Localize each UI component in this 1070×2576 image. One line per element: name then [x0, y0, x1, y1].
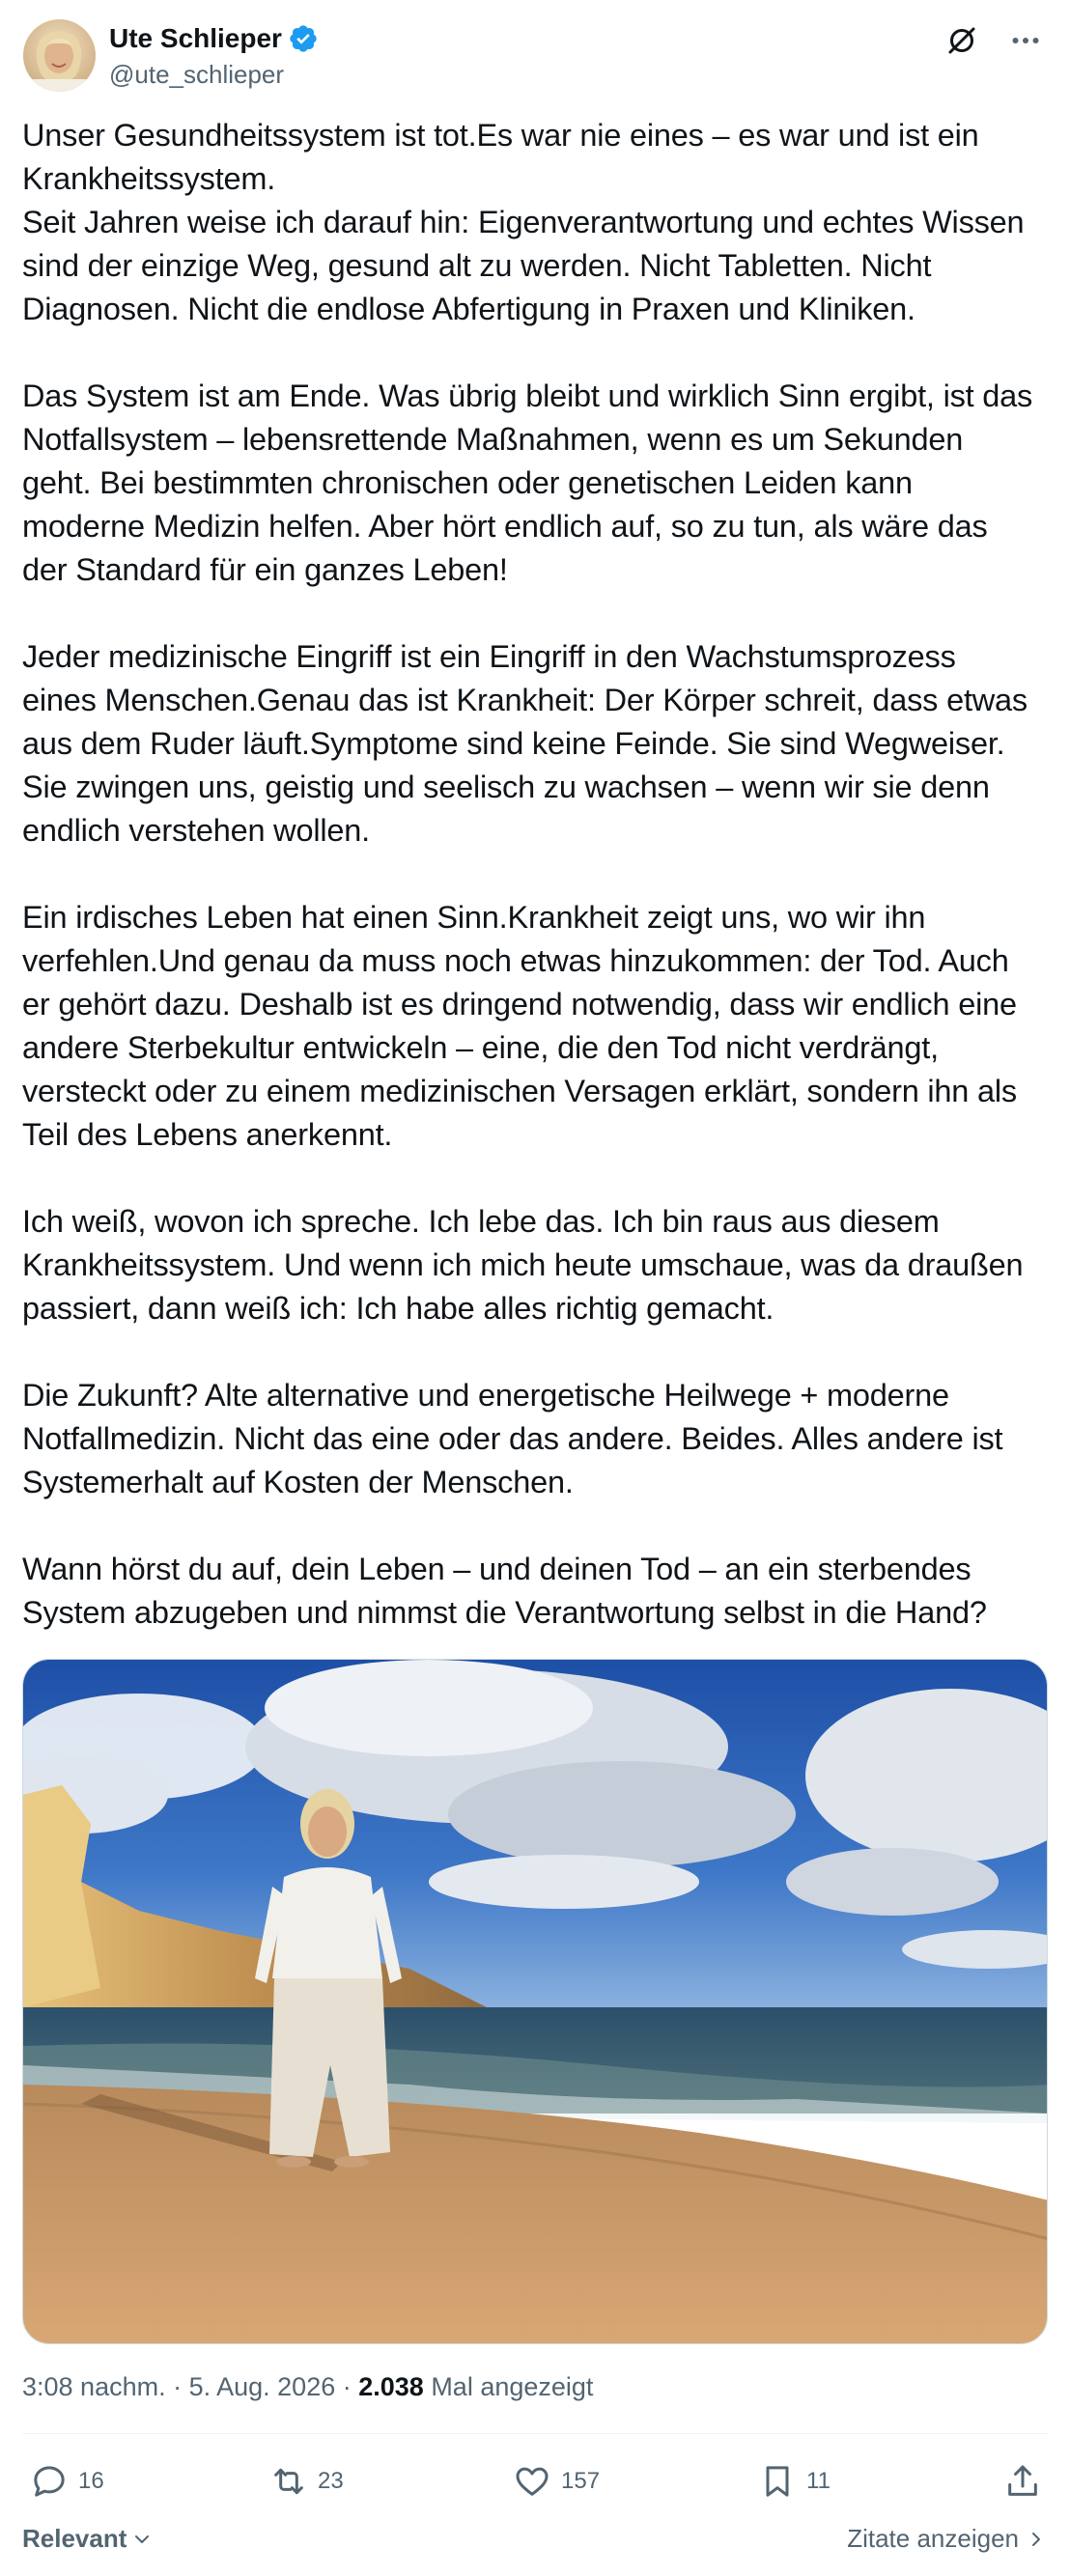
heart-icon: [513, 2462, 551, 2501]
verified-badge-icon: [288, 23, 319, 54]
tweet-text-line: Sie zwingen uns, geistig und seelisch zu wachsen – wenn wir sie denn: [22, 770, 990, 804]
tweet-photo[interactable]: [22, 1659, 1048, 2344]
tweet-header: [23, 19, 1047, 93]
tweet-text-line: aus dem Ruder läuft.Symptome sind keine Feinde. Sie sind Wegweiser.: [22, 726, 1005, 761]
tweet-text-line: Notfallmedizin. Nicht das eine oder das andere. Beides. Alles andere ist: [22, 1421, 1003, 1456]
chevron-right-icon: [1025, 2528, 1048, 2551]
reply-count: 16: [78, 2468, 104, 2494]
repost-count: 23: [318, 2468, 344, 2494]
tweet-text-line: Teil des Lebens anerkennt.: [22, 1117, 393, 1152]
tweet-text-line: moderne Medizin helfen. Aber hört endlich auf, so zu tun, als wäre das: [22, 509, 988, 544]
tweet-date[interactable]: 5. Aug. 2026: [188, 2372, 336, 2401]
tweet-text-line: Systemerhalt auf Kosten der Menschen.: [22, 1465, 574, 1499]
tweet-text-line: andere Sterbekultur entwickeln – eine, die den Tod nicht verdrängt,: [22, 1030, 939, 1065]
like-count: 157: [561, 2468, 601, 2494]
tweet-text-line: Diagnosen. Nicht die endlose Abfertigung in Praxen und Kliniken.: [22, 292, 915, 326]
tweet-text-line: passiert, dann weiß ich: Ich habe alles richtig gemacht.: [22, 1291, 774, 1326]
sort-label: Relevant: [22, 2524, 127, 2553]
tweet-meta: [22, 2372, 593, 2402]
reply-sort-bar: [22, 2520, 1048, 2562]
tweet-text-line: Die Zukunft? Alte alternative und energetische Heilwege + moderne: [22, 1378, 949, 1413]
author-handle[interactable]: @ute_schlieper: [109, 60, 285, 89]
sort-dropdown[interactable]: [22, 2524, 154, 2554]
divider: [22, 2433, 1048, 2434]
meta-separator: ·: [165, 2372, 189, 2401]
tweet-text-line: Seit Jahren weise ich darauf hin: Eigenverantwortung und echtes Wissen: [22, 205, 1025, 239]
tweet-text-line: Wann hörst du auf, dein Leben – und deinen Tod – an ein sterbendes: [22, 1552, 971, 1586]
avatar[interactable]: [23, 19, 96, 92]
view-quotes-link[interactable]: [847, 2524, 1048, 2554]
grok-icon[interactable]: [941, 19, 983, 62]
reply-button[interactable]: [30, 2452, 104, 2510]
bookmark-button[interactable]: [758, 2452, 831, 2510]
tweet-text-line: Notfallsystem – lebensrettende Maßnahmen, wenn es um Sekunden: [22, 422, 964, 457]
share-button[interactable]: [1003, 2452, 1042, 2510]
meta-separator: ·: [335, 2372, 359, 2401]
tweet-text-line: verfehlen.Und genau da muss noch etwas hinzukommen: der Tod. Auch: [22, 943, 1009, 978]
tweet-text-line: Ich weiß, wovon ich spreche. Ich lebe das. Ich bin raus aus diesem: [22, 1204, 940, 1239]
paragraph-gap: [22, 1330, 1054, 1374]
tweet-text-line: Jeder medizinische Eingriff ist ein Eingriff in den Wachstumsprozess: [22, 639, 956, 674]
beach-photo: [23, 1660, 1048, 2344]
tweet-text-line: geht. Bei bestimmten chronischen oder genetischen Leiden kann: [22, 465, 913, 500]
more-icon[interactable]: [1004, 19, 1047, 62]
paragraph-gap: [22, 1504, 1054, 1548]
author-name[interactable]: Ute Schlieper: [109, 23, 282, 53]
paragraph-gap: [22, 331, 1054, 375]
tweet-text-line: endlich verstehen wollen.: [22, 813, 370, 848]
quotes-label: Zitate anzeigen: [847, 2524, 1019, 2553]
repost-icon: [269, 2462, 308, 2501]
view-count: 2.038: [358, 2372, 424, 2401]
tweet-time[interactable]: 3:08 nachm.: [22, 2372, 166, 2401]
paragraph-gap: [22, 592, 1054, 635]
bookmark-icon: [758, 2462, 797, 2501]
tweet-text-line: Krankheitssystem.: [22, 161, 276, 196]
tweet-text: [22, 114, 1054, 1635]
paragraph-gap: [22, 1157, 1054, 1200]
tweet-text-line: sind der einzige Weg, gesund alt zu werden. Nicht Tabletten. Nicht: [22, 248, 932, 283]
view-label: Mal angezeigt: [423, 2372, 594, 2401]
tweet-text-line: Ein irdisches Leben hat einen Sinn.Krankheit zeigt uns, wo wir ihn: [22, 900, 926, 935]
bookmark-count: 11: [806, 2468, 831, 2494]
tweet-text-line: System abzugeben und nimmst die Verantwortung selbst in die Hand?: [22, 1595, 987, 1630]
avatar-image: [23, 19, 96, 92]
tweet-text-line: versteckt oder zu einem medizinischen Versagen erklärt, sondern ihn als: [22, 1074, 1017, 1108]
tweet-text-line: eines Menschen.Genau das ist Krankheit: Der Körper schreit, dass etwas: [22, 683, 1028, 717]
tweet-text-line: er gehört dazu. Deshalb ist es dringend notwendig, dass wir endlich eine: [22, 987, 1017, 1022]
tweet-text-line: Das System ist am Ende. Was übrig bleibt und wirklich Sinn ergibt, ist das: [22, 378, 1033, 413]
paragraph-gap: [22, 853, 1054, 896]
action-bar: [22, 2452, 1048, 2510]
repost-button[interactable]: [269, 2452, 344, 2510]
chevron-down-icon: [130, 2528, 154, 2551]
share-icon: [1003, 2462, 1042, 2501]
like-button[interactable]: [513, 2452, 600, 2510]
tweet-text-line: Krankheitssystem. Und wenn ich mich heute umschaue, was da draußen: [22, 1247, 1024, 1282]
reply-icon: [30, 2462, 69, 2501]
tweet-text-line: der Standard für ein ganzes Leben!: [22, 552, 508, 587]
tweet-text-line: Unser Gesundheitssystem ist tot.Es war nie eines – es war und ist ein: [22, 118, 979, 153]
